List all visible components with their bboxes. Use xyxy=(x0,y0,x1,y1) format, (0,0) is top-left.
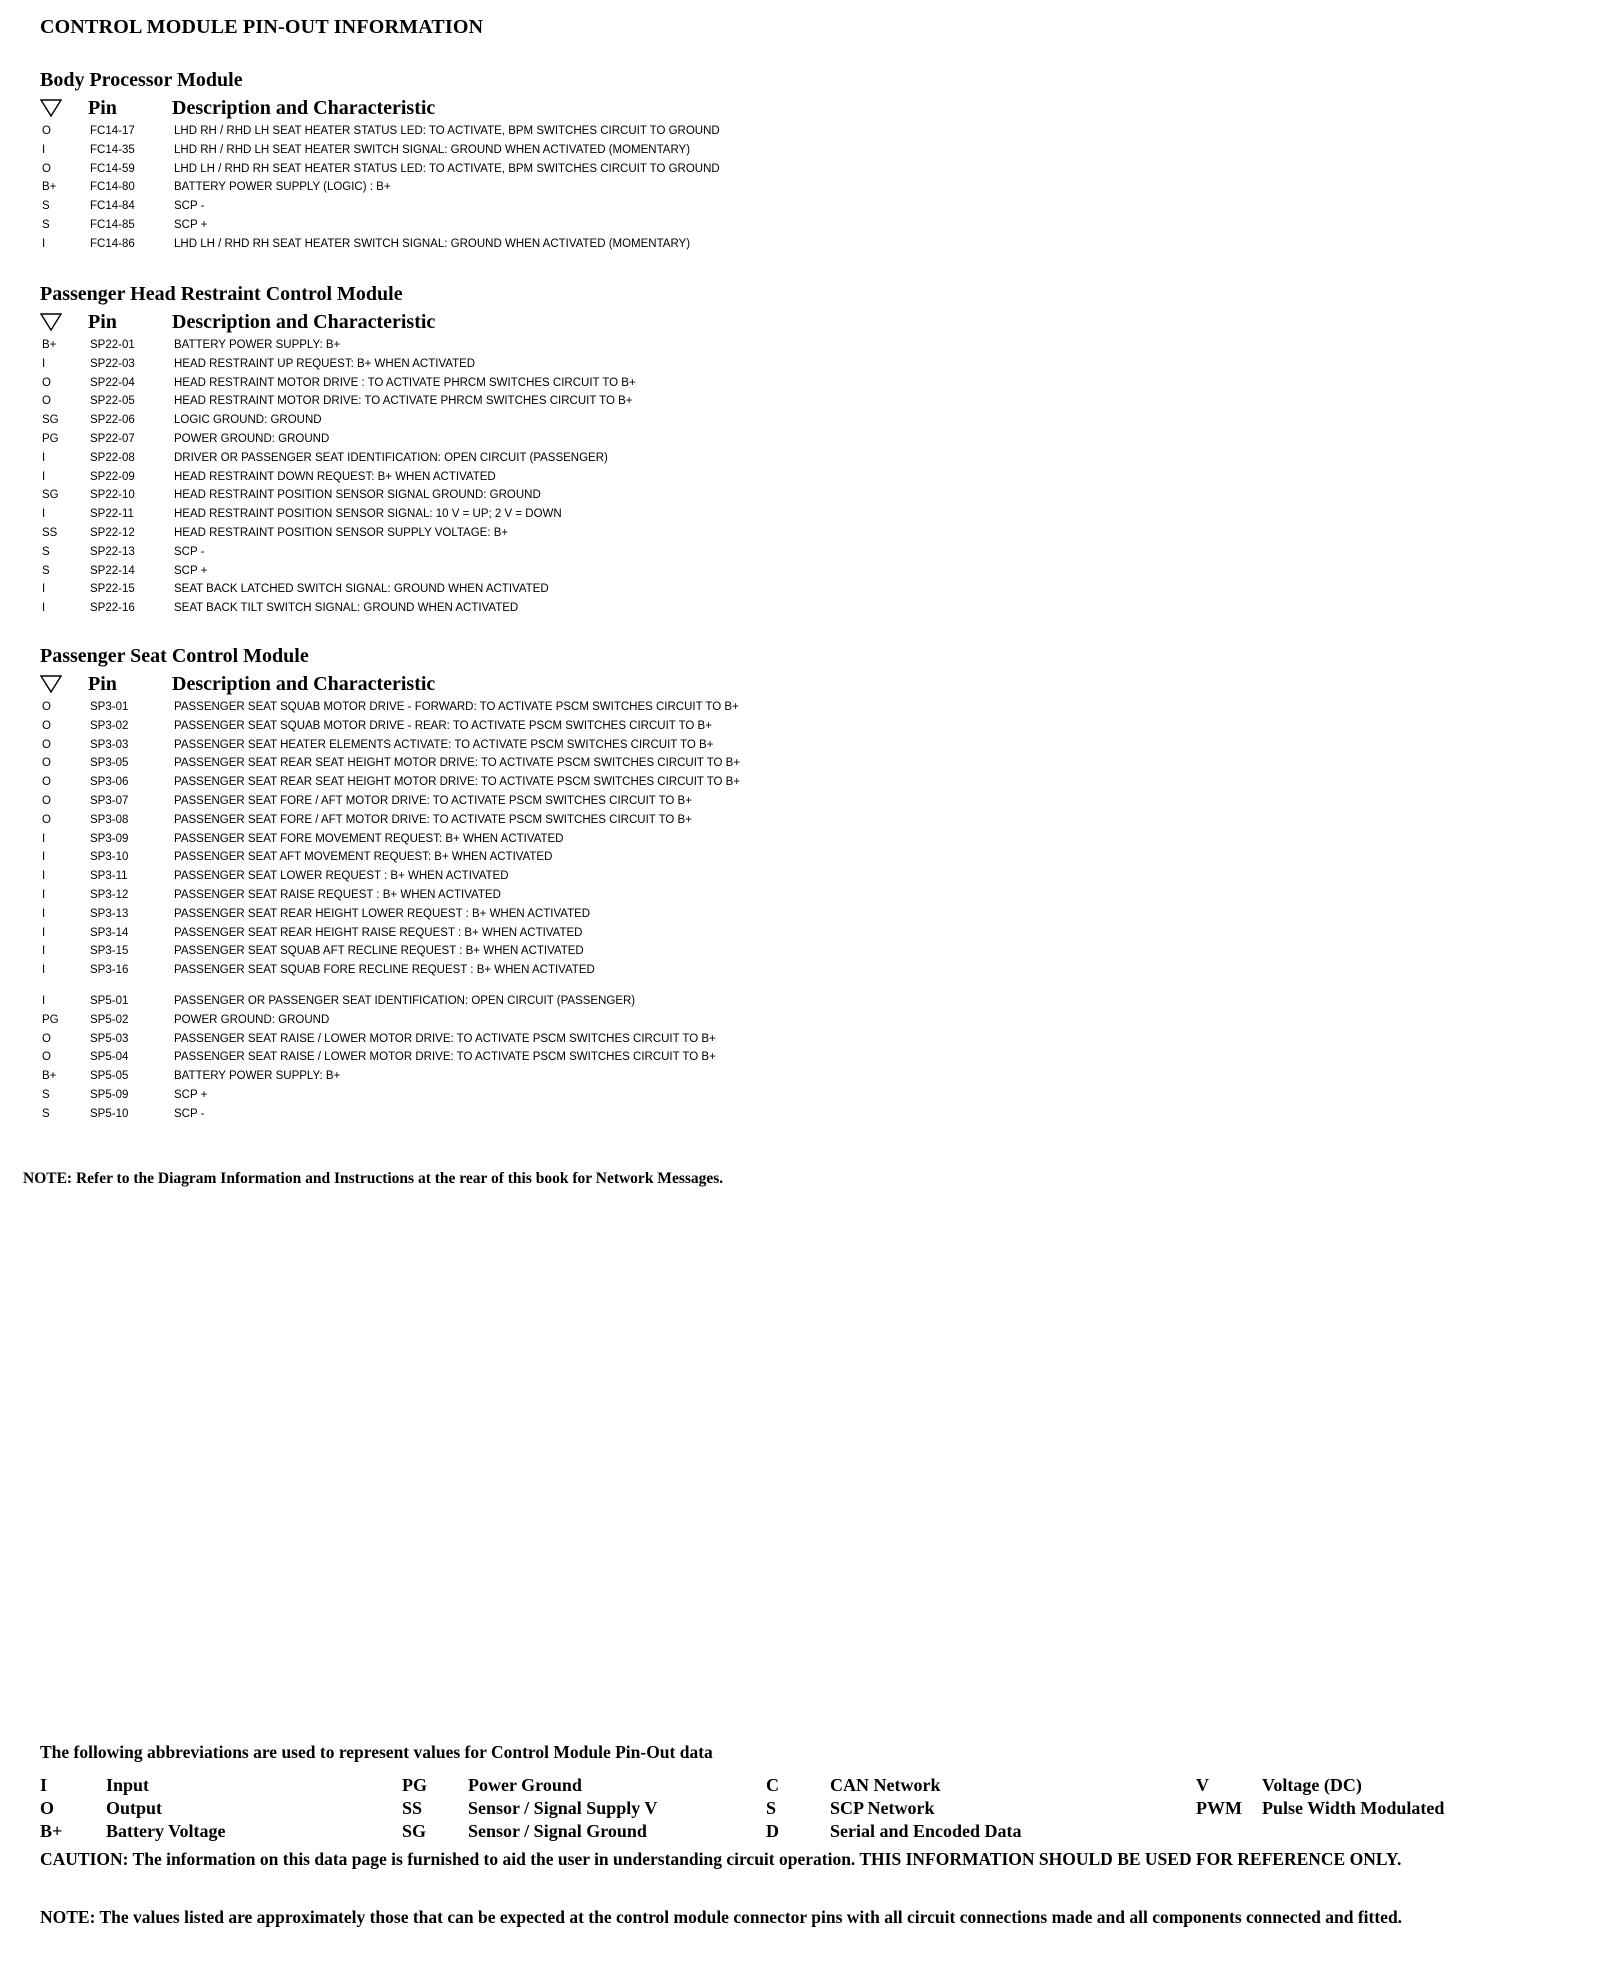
section-body-processor-module xyxy=(40,66,1540,254)
pin-description: PASSENGER SEAT LOWER REQUEST : B+ WHEN ACTIVATED xyxy=(174,870,509,883)
section-title: Passenger Seat Control Module xyxy=(40,645,309,667)
pin-type: I xyxy=(42,832,46,845)
header-description: Description and Characteristic xyxy=(172,96,436,119)
pin-type: O xyxy=(42,1051,51,1064)
pin-number: SP22-11 xyxy=(90,508,134,521)
pin-row xyxy=(40,942,1540,961)
pin-number: FC14-86 xyxy=(90,237,135,250)
pin-number: SP22-05 xyxy=(90,395,135,408)
pin-type: O xyxy=(42,395,51,408)
pin-row xyxy=(40,1030,1540,1049)
pin-type: O xyxy=(42,794,51,807)
pin-row xyxy=(40,992,1540,1011)
pin-number: SP22-14 xyxy=(90,564,135,577)
abbreviation xyxy=(40,1797,402,1820)
pin-type: I xyxy=(42,237,46,250)
pin-number: SP22-10 xyxy=(90,489,135,502)
abbreviation-label: SCP Network xyxy=(830,1798,935,1818)
pin-row xyxy=(40,848,1540,867)
pin-number: SP22-16 xyxy=(90,602,135,615)
pin-number: FC14-84 xyxy=(90,200,135,213)
pin-description: SEAT BACK TILT SWITCH SIGNAL: GROUND WHEN ACTIVATED xyxy=(174,602,519,615)
header-pin: Pin xyxy=(88,672,117,695)
values-note: NOTE: The values listed are approximately those that can be expected at the control module connector pins with all circuit connections made and all components connected and fitted. xyxy=(40,1907,1403,1927)
pin-number: SP22-04 xyxy=(90,376,135,389)
pin-number: SP3-10 xyxy=(90,851,129,864)
pin-row xyxy=(40,178,1540,197)
abbreviation-label: Input xyxy=(106,1775,150,1795)
pin-type: O xyxy=(42,813,51,826)
pin-description: SCP + xyxy=(174,564,208,577)
pin-row xyxy=(40,197,1540,216)
pin-description: HEAD RESTRAINT MOTOR DRIVE: TO ACTIVATE PHRCM SWITCHES CIRCUIT TO B+ xyxy=(174,395,633,408)
pin-type: S xyxy=(42,1088,50,1101)
triangle-icon xyxy=(40,313,88,331)
pin-row xyxy=(40,830,1540,849)
section-passenger-head-restraint-control-module xyxy=(40,280,1540,618)
pin-type: O xyxy=(42,776,51,789)
pin-number: SP3-02 xyxy=(90,719,129,732)
pin-row xyxy=(40,524,1540,543)
section-title: Body Processor Module xyxy=(40,69,243,91)
pin-row xyxy=(40,792,1540,811)
pin-row xyxy=(40,486,1540,505)
pin-description: SCP - xyxy=(174,1107,205,1120)
pin-number: SP22-06 xyxy=(90,414,135,427)
pin-type: S xyxy=(42,200,50,213)
abbreviation-label: CAN Network xyxy=(830,1775,941,1795)
pin-description: HEAD RESTRAINT MOTOR DRIVE : TO ACTIVATE PHRCM SWITCHES CIRCUIT TO B+ xyxy=(174,376,636,389)
pin-type: O xyxy=(42,701,51,713)
abbreviation xyxy=(1196,1774,1570,1797)
pin-description: LOGIC GROUND: GROUND xyxy=(174,414,322,427)
pin-table xyxy=(40,698,1540,1124)
pin-row xyxy=(40,1086,1540,1105)
pin-type: I xyxy=(42,508,46,521)
abbreviation-code: I xyxy=(40,1775,48,1795)
pin-description: HEAD RESTRAINT UP REQUEST: B+ WHEN ACTIVATED xyxy=(174,357,476,370)
pin-type: PG xyxy=(42,432,59,445)
pin-description: LHD RH / RHD LH SEAT HEATER SWITCH SIGNAL: GROUND WHEN ACTIVATED (MOMENTARY) xyxy=(174,143,691,156)
pin-row xyxy=(40,543,1540,562)
pin-number: SP3-15 xyxy=(90,945,129,958)
pin-number: SP3-14 xyxy=(90,926,129,939)
pin-number: FC14-35 xyxy=(90,143,135,156)
triangle-icon xyxy=(40,99,88,117)
pin-number: SP3-05 xyxy=(90,757,129,770)
pin-description: LHD RH / RHD LH SEAT HEATER STATUS LED: TO ACTIVATE, BPM SWITCHES CIRCUIT TO GROUND xyxy=(174,125,720,137)
pin-description: PASSENGER SEAT FORE MOVEMENT REQUEST: B+ WHEN ACTIVATED xyxy=(174,832,564,845)
pin-description: SCP - xyxy=(174,545,205,558)
pin-type: O xyxy=(42,125,51,137)
pin-number: FC14-85 xyxy=(90,218,135,231)
abbreviation-row xyxy=(40,1774,1570,1797)
abbreviation xyxy=(402,1774,766,1797)
pin-description: PASSENGER SEAT RAISE / LOWER MOTOR DRIVE: TO ACTIVATE PSCM SWITCHES CIRCUIT TO B+ xyxy=(174,1051,716,1064)
pin-type: I xyxy=(42,357,46,370)
pin-row xyxy=(40,811,1540,830)
pin-description: BATTERY POWER SUPPLY: B+ xyxy=(174,339,341,351)
pin-row xyxy=(40,1067,1540,1086)
pin-type: S xyxy=(42,564,50,577)
pin-description: PASSENGER OR PASSENGER SEAT IDENTIFICATION: OPEN CIRCUIT (PASSENGER) xyxy=(174,994,636,1007)
pin-type: PG xyxy=(42,1013,59,1026)
section-title: Passenger Head Restraint Control Module xyxy=(40,283,403,305)
pin-description: SCP + xyxy=(174,1088,208,1101)
pin-number: SP3-08 xyxy=(90,813,129,826)
header-pin: Pin xyxy=(88,310,117,333)
pin-type: S xyxy=(42,1107,50,1120)
column-header xyxy=(40,308,1540,336)
pin-number: FC14-17 xyxy=(90,125,135,137)
pin-row xyxy=(40,336,1540,355)
pin-type: I xyxy=(42,888,46,901)
pin-description: HEAD RESTRAINT POSITION SENSOR SUPPLY VOLTAGE: B+ xyxy=(174,526,509,539)
pin-number: SP5-03 xyxy=(90,1032,129,1045)
abbreviation-label: Voltage (DC) xyxy=(1262,1775,1362,1795)
pin-row xyxy=(40,562,1540,581)
pin-number: SP3-01 xyxy=(90,701,129,713)
pin-description: PASSENGER SEAT HEATER ELEMENTS ACTIVATE: TO ACTIVATE PSCM SWITCHES CIRCUIT TO B+ xyxy=(174,738,714,751)
pin-description: PASSENGER SEAT RAISE REQUEST : B+ WHEN ACTIVATED xyxy=(174,888,501,901)
pin-type: SS xyxy=(42,526,58,539)
pin-number: SP22-03 xyxy=(90,357,135,370)
pin-type: O xyxy=(42,757,51,770)
abbreviation xyxy=(402,1797,766,1820)
pin-type: I xyxy=(42,602,46,615)
pin-number: SP22-15 xyxy=(90,583,135,596)
abbreviation-label: Serial and Encoded Data xyxy=(830,1821,1022,1841)
pin-type: SG xyxy=(42,414,59,427)
pin-table xyxy=(40,336,1540,618)
header-description: Description and Characteristic xyxy=(172,672,436,695)
pin-description: PASSENGER SEAT RAISE / LOWER MOTOR DRIVE: TO ACTIVATE PSCM SWITCHES CIRCUIT TO B+ xyxy=(174,1032,716,1045)
abbreviation-code: C xyxy=(766,1775,779,1795)
pin-number: SP3-06 xyxy=(90,776,129,789)
column-header xyxy=(40,670,1540,698)
pin-number: SP5-04 xyxy=(90,1051,129,1064)
pin-description: HEAD RESTRAINT DOWN REQUEST: B+ WHEN ACTIVATED xyxy=(174,470,496,483)
pin-row xyxy=(40,905,1540,924)
pin-type: O xyxy=(42,738,51,751)
pin-number: SP5-09 xyxy=(90,1088,129,1101)
abbreviations-title: The following abbreviations are used to represent values for Control Module Pin-Out data xyxy=(40,1742,713,1762)
pin-description: HEAD RESTRAINT POSITION SENSOR SIGNAL: 10 V = UP; 2 V = DOWN xyxy=(174,508,562,521)
pin-number: SP3-07 xyxy=(90,794,129,807)
pin-number: SP3-16 xyxy=(90,964,129,977)
abbreviation xyxy=(40,1774,402,1797)
pin-type: I xyxy=(42,470,46,483)
abbreviation-code xyxy=(1196,1820,1262,1843)
pin-description: PASSENGER SEAT SQUAB MOTOR DRIVE - FORWARD: TO ACTIVATE PSCM SWITCHES CIRCUIT TO B+ xyxy=(174,701,739,713)
pin-number: SP22-08 xyxy=(90,451,135,464)
pin-type: I xyxy=(42,451,46,464)
abbreviation-code: SG xyxy=(402,1821,427,1841)
abbreviation-code: PWM xyxy=(1196,1798,1242,1818)
pin-number: SP5-01 xyxy=(90,994,129,1007)
pin-type: O xyxy=(42,162,51,175)
caution-note: CAUTION: The information on this data page is furnished to aid the user in understanding circuit operation. THIS INFORMATION SHOULD BE USED FOR REFERENCE ONLY. xyxy=(40,1849,1402,1869)
pin-number: FC14-59 xyxy=(90,162,135,175)
pin-type: I xyxy=(42,870,46,883)
pin-row xyxy=(40,924,1540,943)
pin-number: SP3-11 xyxy=(90,870,128,883)
pin-row xyxy=(40,160,1540,179)
pin-description: LHD LH / RHD RH SEAT HEATER SWITCH SIGNAL: GROUND WHEN ACTIVATED (MOMENTARY) xyxy=(174,237,691,250)
pin-type: S xyxy=(42,545,50,558)
abbreviation xyxy=(766,1774,1196,1797)
pin-description: DRIVER OR PASSENGER SEAT IDENTIFICATION: OPEN CIRCUIT (PASSENGER) xyxy=(174,451,608,464)
pin-row xyxy=(40,235,1540,254)
pin-row xyxy=(40,392,1540,411)
abbreviation-label: Pulse Width Modulated xyxy=(1262,1798,1445,1818)
pin-number: SP22-09 xyxy=(90,470,135,483)
pin-row xyxy=(40,122,1540,141)
pin-row xyxy=(40,449,1540,468)
abbreviation xyxy=(40,1820,402,1843)
pin-row xyxy=(40,1048,1540,1067)
pin-description: PASSENGER SEAT REAR SEAT HEIGHT MOTOR DRIVE: TO ACTIVATE PSCM SWITCHES CIRCUIT TO B+ xyxy=(174,757,741,770)
abbreviation-label: Sensor / Signal Supply V xyxy=(468,1798,658,1818)
pin-row xyxy=(40,754,1540,773)
abbreviation-code: O xyxy=(40,1798,55,1818)
pin-description: PASSENGER SEAT REAR HEIGHT LOWER REQUEST : B+ WHEN ACTIVATED xyxy=(174,907,591,920)
pin-row xyxy=(40,411,1540,430)
abbreviation-label: Power Ground xyxy=(468,1775,582,1795)
pin-description: LHD LH / RHD RH SEAT HEATER STATUS LED: TO ACTIVATE, BPM SWITCHES CIRCUIT TO GROUND xyxy=(174,162,720,175)
pin-row xyxy=(40,216,1540,235)
abbreviation-code: V xyxy=(1196,1775,1209,1795)
pin-type: I xyxy=(42,994,46,1007)
pin-row xyxy=(40,599,1540,618)
pin-number: SP3-09 xyxy=(90,832,129,845)
pin-row xyxy=(40,736,1540,755)
header-description: Description and Characteristic xyxy=(172,310,436,333)
pin-description: PASSENGER SEAT SQUAB MOTOR DRIVE - REAR: TO ACTIVATE PSCM SWITCHES CIRCUIT TO B+ xyxy=(174,719,712,732)
pin-row xyxy=(40,961,1540,980)
pin-row xyxy=(40,374,1540,393)
abbreviations-table xyxy=(40,1774,1570,1843)
pin-number: SP3-13 xyxy=(90,907,129,920)
pin-description: SCP - xyxy=(174,200,205,213)
pin-row xyxy=(40,867,1540,886)
pin-description: BATTERY POWER SUPPLY (LOGIC) : B+ xyxy=(174,181,391,194)
abbreviation-code: D xyxy=(766,1821,779,1841)
pin-description: POWER GROUND: GROUND xyxy=(174,1013,330,1026)
pin-row xyxy=(40,468,1540,487)
pin-number: SP22-12 xyxy=(90,526,135,539)
pin-row xyxy=(40,698,1540,717)
pin-number: SP5-05 xyxy=(90,1070,129,1083)
abbreviation xyxy=(1196,1797,1570,1820)
abbreviation-code: SS xyxy=(402,1798,423,1818)
pin-row xyxy=(40,430,1540,449)
pin-row xyxy=(40,505,1540,524)
pin-row xyxy=(40,1011,1540,1030)
pin-number: SP3-12 xyxy=(90,888,129,901)
pin-row xyxy=(40,355,1540,374)
abbreviation-label: Sensor / Signal Ground xyxy=(468,1821,647,1841)
pin-type: I xyxy=(42,945,46,958)
pin-type: I xyxy=(42,926,46,939)
pin-row xyxy=(40,717,1540,736)
pin-type: O xyxy=(42,719,51,732)
abbreviation-label: Battery Voltage xyxy=(106,1821,226,1841)
abbreviation xyxy=(402,1820,766,1843)
pin-type: B+ xyxy=(42,181,57,194)
abbreviation-code: B+ xyxy=(40,1821,63,1841)
pin-description: PASSENGER SEAT SQUAB FORE RECLINE REQUEST : B+ WHEN ACTIVATED xyxy=(174,964,595,977)
pin-type: I xyxy=(42,964,46,977)
pin-number: SP5-02 xyxy=(90,1013,129,1026)
pin-table xyxy=(40,122,1540,254)
pin-row xyxy=(40,886,1540,905)
pin-description: PASSENGER SEAT FORE / AFT MOTOR DRIVE: TO ACTIVATE PSCM SWITCHES CIRCUIT TO B+ xyxy=(174,794,692,807)
pin-number: SP22-01 xyxy=(90,339,135,351)
pin-type: S xyxy=(42,218,50,231)
abbreviation-code: PG xyxy=(402,1775,427,1795)
pin-type: I xyxy=(42,851,46,864)
pin-type: I xyxy=(42,583,46,596)
pin-description: PASSENGER SEAT AFT MOVEMENT REQUEST: B+ WHEN ACTIVATED xyxy=(174,851,553,864)
pin-number: SP22-07 xyxy=(90,432,135,445)
pin-row xyxy=(40,773,1540,792)
pin-description: PASSENGER SEAT REAR HEIGHT RAISE REQUEST : B+ WHEN ACTIVATED xyxy=(174,926,583,939)
pin-description: PASSENGER SEAT FORE / AFT MOTOR DRIVE: TO ACTIVATE PSCM SWITCHES CIRCUIT TO B+ xyxy=(174,813,692,826)
row-spacer xyxy=(40,980,1540,992)
pin-row xyxy=(40,1105,1540,1124)
pin-number: SP22-13 xyxy=(90,545,135,558)
abbreviation-code: S xyxy=(766,1798,777,1818)
abbreviation xyxy=(766,1820,1196,1843)
pin-type: B+ xyxy=(42,1070,57,1083)
pin-description: POWER GROUND: GROUND xyxy=(174,432,330,445)
pin-type: I xyxy=(42,143,46,156)
triangle-icon xyxy=(40,675,88,693)
pin-type: O xyxy=(42,376,51,389)
pin-row xyxy=(40,141,1540,160)
abbreviation xyxy=(1196,1820,1570,1843)
abbreviation-row xyxy=(40,1797,1570,1820)
pin-type: SG xyxy=(42,489,59,502)
pin-row xyxy=(40,580,1540,599)
abbreviation xyxy=(766,1797,1196,1820)
pin-description: HEAD RESTRAINT POSITION SENSOR SIGNAL GROUND: GROUND xyxy=(174,489,541,502)
column-header xyxy=(40,94,1540,122)
pin-type: I xyxy=(42,907,46,920)
pin-description: SCP + xyxy=(174,218,208,231)
header-pin: Pin xyxy=(88,96,117,119)
pin-number: FC14-80 xyxy=(90,181,135,194)
section-passenger-seat-control-module xyxy=(40,642,1540,1124)
pin-number: SP3-03 xyxy=(90,738,129,751)
pin-description: SEAT BACK LATCHED SWITCH SIGNAL: GROUND WHEN ACTIVATED xyxy=(174,583,549,596)
abbreviation-row xyxy=(40,1820,1570,1843)
pin-number: SP5-10 xyxy=(90,1107,129,1120)
network-messages-note: NOTE: Refer to the Diagram Information and Instructions at the rear of this book for Network Messages. xyxy=(23,1170,724,1187)
page-title: CONTROL MODULE PIN-OUT INFORMATION xyxy=(40,16,484,38)
pin-description: BATTERY POWER SUPPLY: B+ xyxy=(174,1070,341,1083)
pin-type: B+ xyxy=(42,339,57,351)
pin-description: PASSENGER SEAT REAR SEAT HEIGHT MOTOR DRIVE: TO ACTIVATE PSCM SWITCHES CIRCUIT TO B+ xyxy=(174,776,741,789)
pin-type: O xyxy=(42,1032,51,1045)
abbreviation-label: Output xyxy=(106,1798,163,1818)
pin-description: PASSENGER SEAT SQUAB AFT RECLINE REQUEST : B+ WHEN ACTIVATED xyxy=(174,945,584,958)
